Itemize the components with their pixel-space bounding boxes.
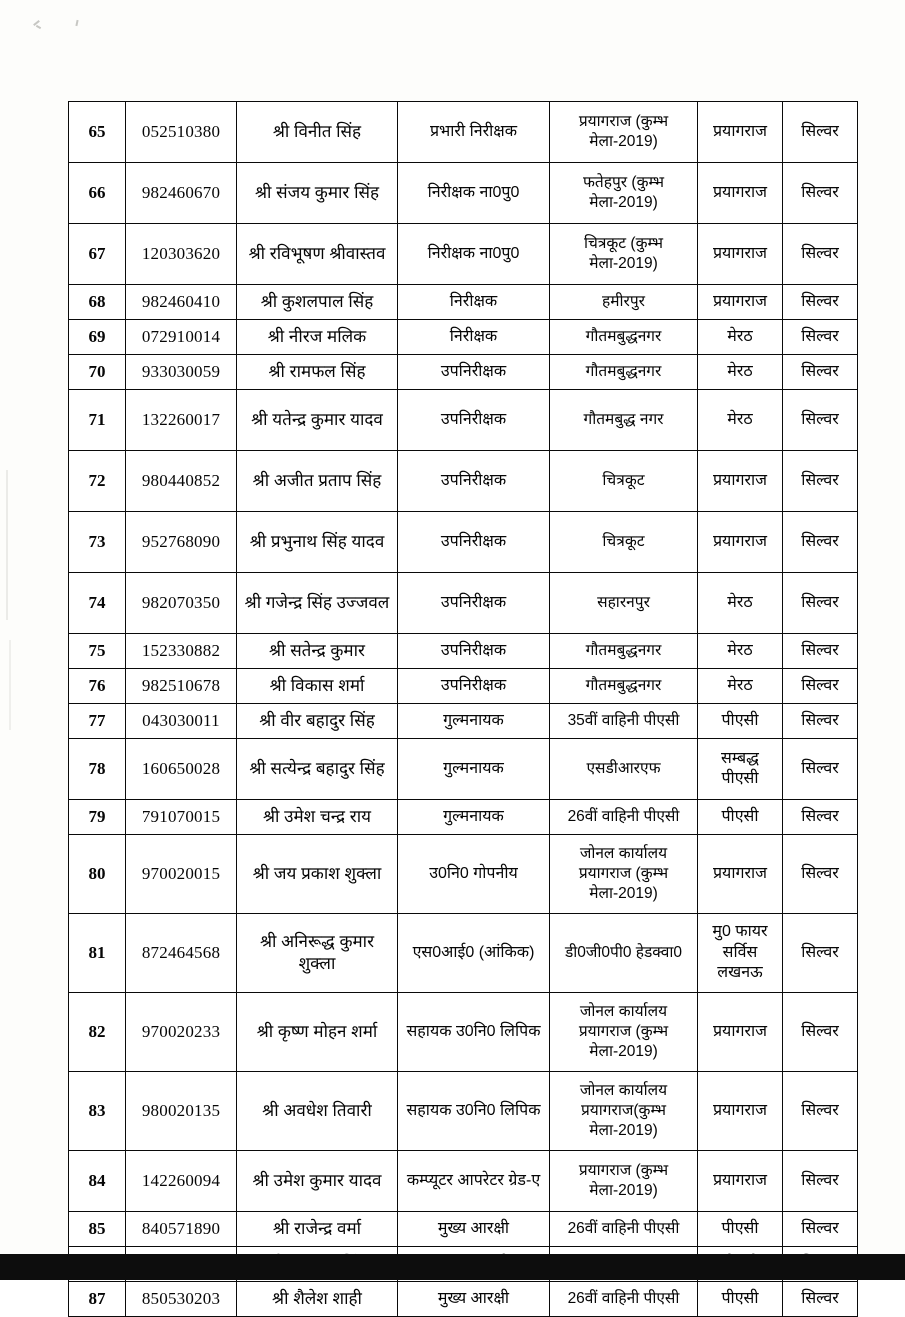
table-row bbox=[69, 355, 858, 390]
person-name-cell: श्री अवधेश तिवारी bbox=[237, 1072, 398, 1151]
computer-number-cell: 970020233 bbox=[126, 993, 237, 1072]
table-row bbox=[69, 1212, 858, 1247]
district-unit-cell: पीएसी bbox=[698, 1212, 783, 1247]
posting-place-cell: चित्रकूट (कुम्भ मेला-2019) bbox=[550, 224, 698, 285]
serial-number-cell: 82 bbox=[69, 993, 126, 1072]
computer-number-cell: 982460410 bbox=[126, 285, 237, 320]
district-unit-cell: मेरठ bbox=[698, 634, 783, 669]
posting-place-cell: एसडीआरएफ bbox=[550, 739, 698, 800]
person-name-cell: श्री रामफल सिंह bbox=[237, 355, 398, 390]
computer-number-cell: 952768090 bbox=[126, 512, 237, 573]
posting-place-cell: प्रयागराज (कुम्भ मेला-2019) bbox=[550, 102, 698, 163]
award-cell: सिल्वर bbox=[783, 669, 858, 704]
posting-place-cell: 26वीं वाहिनी पीएसी bbox=[550, 1212, 698, 1247]
designation-cell: उपनिरीक्षक bbox=[398, 355, 550, 390]
posting-place-cell: 26वीं वाहिनी पीएसी bbox=[550, 1282, 698, 1317]
award-cell: सिल्वर bbox=[783, 914, 858, 993]
table-row bbox=[69, 390, 858, 451]
roster-table bbox=[68, 101, 858, 1317]
person-name-cell: श्री सत्येन्द्र बहादुर सिंह bbox=[237, 739, 398, 800]
computer-number-cell: 970020015 bbox=[126, 835, 237, 914]
designation-cell: उ0नि0 गोपनीय bbox=[398, 835, 550, 914]
table-row bbox=[69, 512, 858, 573]
award-cell: सिल्वर bbox=[783, 451, 858, 512]
designation-cell: उपनिरीक्षक bbox=[398, 669, 550, 704]
district-unit-cell: मेरठ bbox=[698, 355, 783, 390]
serial-number-cell: 77 bbox=[69, 704, 126, 739]
district-unit-cell: प्रयागराज bbox=[698, 224, 783, 285]
designation-cell: गुल्मनायक bbox=[398, 704, 550, 739]
computer-number-cell: 850530203 bbox=[126, 1282, 237, 1317]
table-row bbox=[69, 1151, 858, 1212]
serial-number-cell: 78 bbox=[69, 739, 126, 800]
district-unit-cell: पीएसी bbox=[698, 704, 783, 739]
table-row bbox=[69, 224, 858, 285]
award-cell: सिल्वर bbox=[783, 285, 858, 320]
award-cell: सिल्वर bbox=[783, 390, 858, 451]
person-name-cell: श्री राजेन्द्र वर्मा bbox=[237, 1212, 398, 1247]
serial-number-cell: 83 bbox=[69, 1072, 126, 1151]
table-row bbox=[69, 634, 858, 669]
serial-number-cell: 67 bbox=[69, 224, 126, 285]
computer-number-cell: 132260017 bbox=[126, 390, 237, 451]
person-name-cell: श्री उमेश कुमार यादव bbox=[237, 1151, 398, 1212]
table-row bbox=[69, 102, 858, 163]
computer-number-cell: 933030059 bbox=[126, 355, 237, 390]
district-unit-cell: मेरठ bbox=[698, 669, 783, 704]
scan-artifact bbox=[6, 470, 8, 620]
person-name-cell: श्री शैलेश शाही bbox=[237, 1282, 398, 1317]
award-cell: सिल्वर bbox=[783, 224, 858, 285]
person-name-cell: श्री अजीत प्रताप सिंह bbox=[237, 451, 398, 512]
computer-number-cell: 120303620 bbox=[126, 224, 237, 285]
award-cell: सिल्वर bbox=[783, 634, 858, 669]
person-name-cell: श्री प्रभुनाथ सिंह यादव bbox=[237, 512, 398, 573]
table-row bbox=[69, 163, 858, 224]
table-row bbox=[69, 451, 858, 512]
person-name-cell: श्री विनीत सिंह bbox=[237, 102, 398, 163]
posting-place-cell: हमीरपुर bbox=[550, 285, 698, 320]
computer-number-cell: 982460670 bbox=[126, 163, 237, 224]
person-name-cell: श्री नीरज मलिक bbox=[237, 320, 398, 355]
designation-cell: सहायक उ0नि0 लिपिक bbox=[398, 1072, 550, 1151]
district-unit-cell: मेरठ bbox=[698, 573, 783, 634]
award-cell: सिल्वर bbox=[783, 102, 858, 163]
posting-place-cell: फतेहपुर (कुम्भ मेला-2019) bbox=[550, 163, 698, 224]
scan-artifact bbox=[75, 20, 78, 26]
serial-number-cell: 80 bbox=[69, 835, 126, 914]
computer-number-cell: 072910014 bbox=[126, 320, 237, 355]
computer-number-cell: 152330882 bbox=[126, 634, 237, 669]
district-unit-cell: सम्बद्ध पीएसी bbox=[698, 739, 783, 800]
computer-number-cell: 872464568 bbox=[126, 914, 237, 993]
person-name-cell: श्री यतेन्द्र कुमार यादव bbox=[237, 390, 398, 451]
designation-cell: उपनिरीक्षक bbox=[398, 634, 550, 669]
district-unit-cell: प्रयागराज bbox=[698, 451, 783, 512]
designation-cell: गुल्मनायक bbox=[398, 739, 550, 800]
award-cell: सिल्वर bbox=[783, 993, 858, 1072]
table-row bbox=[69, 1072, 858, 1151]
table-row bbox=[69, 800, 858, 835]
table-row bbox=[69, 1282, 858, 1317]
table-row bbox=[69, 285, 858, 320]
serial-number-cell: 84 bbox=[69, 1151, 126, 1212]
scan-artifact bbox=[9, 640, 11, 730]
posting-place-cell: जोनल कार्यालय प्रयागराज(कुम्भ मेला-2019) bbox=[550, 1072, 698, 1151]
posting-place-cell: 26वीं वाहिनी पीएसी bbox=[550, 800, 698, 835]
award-cell: सिल्वर bbox=[783, 163, 858, 224]
table-row bbox=[69, 320, 858, 355]
designation-cell: मुख्य आरक्षी bbox=[398, 1212, 550, 1247]
designation-cell: कम्प्यूटर आपरेटर ग्रेड-ए bbox=[398, 1151, 550, 1212]
serial-number-cell: 79 bbox=[69, 800, 126, 835]
designation-cell: निरीक्षक ना0पु0 bbox=[398, 224, 550, 285]
computer-number-cell: 980440852 bbox=[126, 451, 237, 512]
table-row bbox=[69, 704, 858, 739]
person-name-cell: श्री अनिरूद्ध कुमार शुक्ला bbox=[237, 914, 398, 993]
computer-number-cell: 791070015 bbox=[126, 800, 237, 835]
computer-number-cell: 142260094 bbox=[126, 1151, 237, 1212]
person-name-cell: श्री गजेन्द्र सिंह उज्जवल bbox=[237, 573, 398, 634]
district-unit-cell: मु0 फायर सर्विस लखनऊ bbox=[698, 914, 783, 993]
serial-number-cell: 69 bbox=[69, 320, 126, 355]
award-cell: सिल्वर bbox=[783, 320, 858, 355]
district-unit-cell: मेरठ bbox=[698, 320, 783, 355]
person-name-cell: श्री संजय कुमार सिंह bbox=[237, 163, 398, 224]
serial-number-cell: 72 bbox=[69, 451, 126, 512]
award-cell: सिल्वर bbox=[783, 1151, 858, 1212]
award-cell: सिल्वर bbox=[783, 573, 858, 634]
designation-cell: उपनिरीक्षक bbox=[398, 512, 550, 573]
serial-number-cell: 73 bbox=[69, 512, 126, 573]
posting-place-cell: 35वीं वाहिनी पीएसी bbox=[550, 704, 698, 739]
computer-number-cell: 982070350 bbox=[126, 573, 237, 634]
award-cell: सिल्वर bbox=[783, 512, 858, 573]
serial-number-cell: 68 bbox=[69, 285, 126, 320]
designation-cell: मुख्य आरक्षी bbox=[398, 1282, 550, 1317]
roster-table-body bbox=[69, 102, 858, 1317]
scanner-edge-band bbox=[0, 1254, 905, 1280]
person-name-cell: श्री रविभूषण श्रीवास्तव bbox=[237, 224, 398, 285]
district-unit-cell: प्रयागराज bbox=[698, 163, 783, 224]
designation-cell: प्रभारी निरीक्षक bbox=[398, 102, 550, 163]
posting-place-cell: चित्रकूट bbox=[550, 451, 698, 512]
designation-cell: निरीक्षक bbox=[398, 320, 550, 355]
district-unit-cell: प्रयागराज bbox=[698, 1151, 783, 1212]
table-row bbox=[69, 914, 858, 993]
district-unit-cell: प्रयागराज bbox=[698, 993, 783, 1072]
serial-number-cell: 75 bbox=[69, 634, 126, 669]
district-unit-cell: प्रयागराज bbox=[698, 102, 783, 163]
district-unit-cell: प्रयागराज bbox=[698, 1072, 783, 1151]
person-name-cell: श्री जय प्रकाश शुक्ला bbox=[237, 835, 398, 914]
district-unit-cell: प्रयागराज bbox=[698, 285, 783, 320]
district-unit-cell: मेरठ bbox=[698, 390, 783, 451]
serial-number-cell: 74 bbox=[69, 573, 126, 634]
designation-cell: उपनिरीक्षक bbox=[398, 390, 550, 451]
serial-number-cell: 71 bbox=[69, 390, 126, 451]
designation-cell: निरीक्षक ना0पु0 bbox=[398, 163, 550, 224]
award-cell: सिल्वर bbox=[783, 739, 858, 800]
posting-place-cell: गौतमबुद्धनगर bbox=[550, 669, 698, 704]
serial-number-cell: 65 bbox=[69, 102, 126, 163]
computer-number-cell: 980020135 bbox=[126, 1072, 237, 1151]
serial-number-cell: 87 bbox=[69, 1282, 126, 1317]
serial-number-cell: 81 bbox=[69, 914, 126, 993]
scan-artifact bbox=[36, 25, 41, 29]
table-row bbox=[69, 573, 858, 634]
computer-number-cell: 982510678 bbox=[126, 669, 237, 704]
award-cell: सिल्वर bbox=[783, 355, 858, 390]
computer-number-cell: 052510380 bbox=[126, 102, 237, 163]
roster-table-container bbox=[68, 101, 837, 1317]
table-row bbox=[69, 669, 858, 704]
district-unit-cell: पीएसी bbox=[698, 800, 783, 835]
person-name-cell: श्री उमेश चन्द्र राय bbox=[237, 800, 398, 835]
posting-place-cell: गौतमबुद्धनगर bbox=[550, 634, 698, 669]
person-name-cell: श्री सतेन्द्र कुमार bbox=[237, 634, 398, 669]
designation-cell: सहायक उ0नि0 लिपिक bbox=[398, 993, 550, 1072]
award-cell: सिल्वर bbox=[783, 800, 858, 835]
posting-place-cell: गौतमबुद्धनगर bbox=[550, 355, 698, 390]
serial-number-cell: 70 bbox=[69, 355, 126, 390]
posting-place-cell: चित्रकूट bbox=[550, 512, 698, 573]
award-cell: सिल्वर bbox=[783, 835, 858, 914]
serial-number-cell: 76 bbox=[69, 669, 126, 704]
designation-cell: एस0आई0 (आंकिक) bbox=[398, 914, 550, 993]
posting-place-cell: गौतमबुद्धनगर bbox=[550, 320, 698, 355]
district-unit-cell: प्रयागराज bbox=[698, 512, 783, 573]
posting-place-cell: जोनल कार्यालय प्रयागराज (कुम्भ मेला-2019) bbox=[550, 993, 698, 1072]
person-name-cell: श्री विकास शर्मा bbox=[237, 669, 398, 704]
person-name-cell: श्री कृष्ण मोहन शर्मा bbox=[237, 993, 398, 1072]
computer-number-cell: 840571890 bbox=[126, 1212, 237, 1247]
person-name-cell: श्री कुशलपाल सिंह bbox=[237, 285, 398, 320]
district-unit-cell: पीएसी bbox=[698, 1282, 783, 1317]
computer-number-cell: 160650028 bbox=[126, 739, 237, 800]
award-cell: सिल्वर bbox=[783, 1212, 858, 1247]
computer-number-cell: 043030011 bbox=[126, 704, 237, 739]
designation-cell: उपनिरीक्षक bbox=[398, 451, 550, 512]
award-cell: सिल्वर bbox=[783, 1282, 858, 1317]
serial-number-cell: 85 bbox=[69, 1212, 126, 1247]
posting-place-cell: गौतमबुद्ध नगर bbox=[550, 390, 698, 451]
posting-place-cell: सहारनपुर bbox=[550, 573, 698, 634]
person-name-cell: श्री वीर बहादुर सिंह bbox=[237, 704, 398, 739]
posting-place-cell: जोनल कार्यालय प्रयागराज (कुम्भ मेला-2019) bbox=[550, 835, 698, 914]
serial-number-cell: 66 bbox=[69, 163, 126, 224]
table-row bbox=[69, 835, 858, 914]
district-unit-cell: प्रयागराज bbox=[698, 835, 783, 914]
posting-place-cell: प्रयागराज (कुम्भ मेला-2019) bbox=[550, 1151, 698, 1212]
designation-cell: उपनिरीक्षक bbox=[398, 573, 550, 634]
table-row bbox=[69, 739, 858, 800]
designation-cell: गुल्मनायक bbox=[398, 800, 550, 835]
award-cell: सिल्वर bbox=[783, 704, 858, 739]
award-cell: सिल्वर bbox=[783, 1072, 858, 1151]
designation-cell: निरीक्षक bbox=[398, 285, 550, 320]
posting-place-cell: डी0जी0पी0 हेडक्वा0 bbox=[550, 914, 698, 993]
table-row bbox=[69, 993, 858, 1072]
